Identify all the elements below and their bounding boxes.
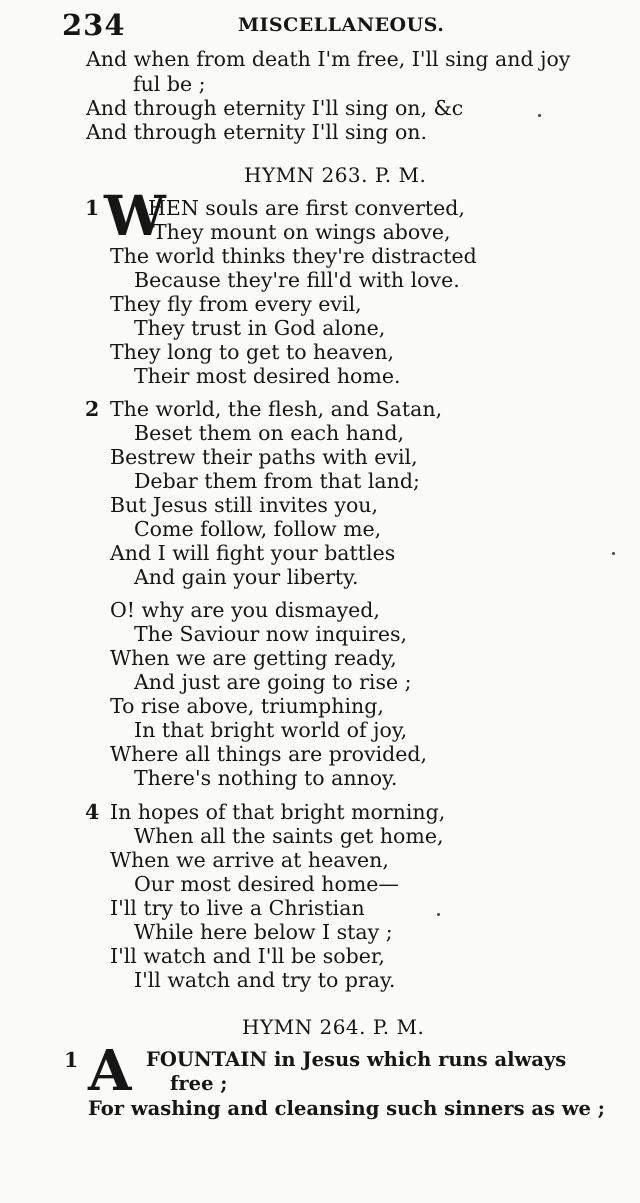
drop-cap: A [88, 1038, 132, 1104]
verse-line: They mount on wings above, [153, 220, 451, 244]
verse-line: There's nothing to annoy. [134, 766, 398, 790]
verse-line: Where all things are provided, [110, 742, 428, 766]
verse-number: 2 [85, 397, 100, 421]
verse-line: To rise above, triumphing, [110, 694, 384, 718]
verse-line: While here below I stay ; [134, 920, 393, 944]
verse-line: Their most desired home. [134, 364, 401, 388]
page-number: 234 [62, 8, 126, 42]
verse-line: I'll try to live a Christian [110, 896, 365, 920]
verse-line: I'll watch and try to pray. [134, 968, 396, 992]
verse-line: The world thinks they're distracted [110, 244, 477, 268]
print-speck [538, 114, 541, 117]
verse-line: They fly from every evil, [110, 292, 362, 316]
continuation-line: ful be ; [133, 72, 206, 96]
print-speck [612, 552, 615, 555]
verse-line: Debar them from that land; [134, 469, 420, 493]
running-head: MISCELLANEOUS. [238, 14, 445, 36]
verse-line: When we are getting ready, [110, 646, 397, 670]
verse-line: And just are going to rise ; [134, 670, 412, 694]
verse-number: 1 [85, 196, 100, 220]
drop-cap: W [104, 183, 166, 248]
print-speck [437, 913, 440, 916]
verse-line: The world, the flesh, and Satan, [110, 397, 443, 421]
continuation-line: And through eternity I'll sing on. [86, 120, 428, 144]
verse-line: Beset them on each hand, [134, 421, 405, 445]
continuation-line: And through eternity I'll sing on, &c [86, 96, 464, 120]
verse-line: I'll watch and I'll be sober, [110, 944, 385, 968]
verse-line: When we arrive at heaven, [110, 848, 389, 872]
verse-line: They trust in God alone, [134, 316, 386, 340]
verse-line: O! why are you dismayed, [110, 598, 380, 622]
continuation-line: And when from death I'm free, I'll sing and joy [86, 47, 571, 71]
verse-number: 4 [85, 800, 100, 824]
verse-line: And gain your liberty. [134, 565, 359, 589]
verse-line: In hopes of that bright morning, [110, 800, 446, 824]
verse-number: 1 [64, 1048, 79, 1072]
verse-line: They long to get to heaven, [110, 340, 395, 364]
verse-line: For washing and cleansing such sinners as we ; [88, 1097, 605, 1120]
verse-line: And I will fight your battles [110, 541, 396, 565]
verse-line: Our most desired home— [134, 872, 399, 896]
verse-line: Come follow, follow me, [134, 517, 382, 541]
verse-line: But Jesus still invites you, [110, 493, 379, 517]
verse-line: Because they're fill'd with love. [134, 268, 460, 292]
verse-line: Bestrew their paths with evil, [110, 445, 418, 469]
verse-line: The Saviour now inquires, [134, 622, 408, 646]
hymn-title: HYMN 263. P. M. [244, 163, 427, 187]
verse-line: In that bright world of joy, [134, 718, 408, 742]
hymn-title: HYMN 264. P. M. [242, 1015, 425, 1039]
verse-line: HEN souls are first converted, [148, 196, 465, 220]
verse-line: free ; [170, 1072, 228, 1095]
verse-line: When all the saints get home, [134, 824, 444, 848]
verse-line: FOUNTAIN in Jesus which runs always [146, 1048, 567, 1071]
